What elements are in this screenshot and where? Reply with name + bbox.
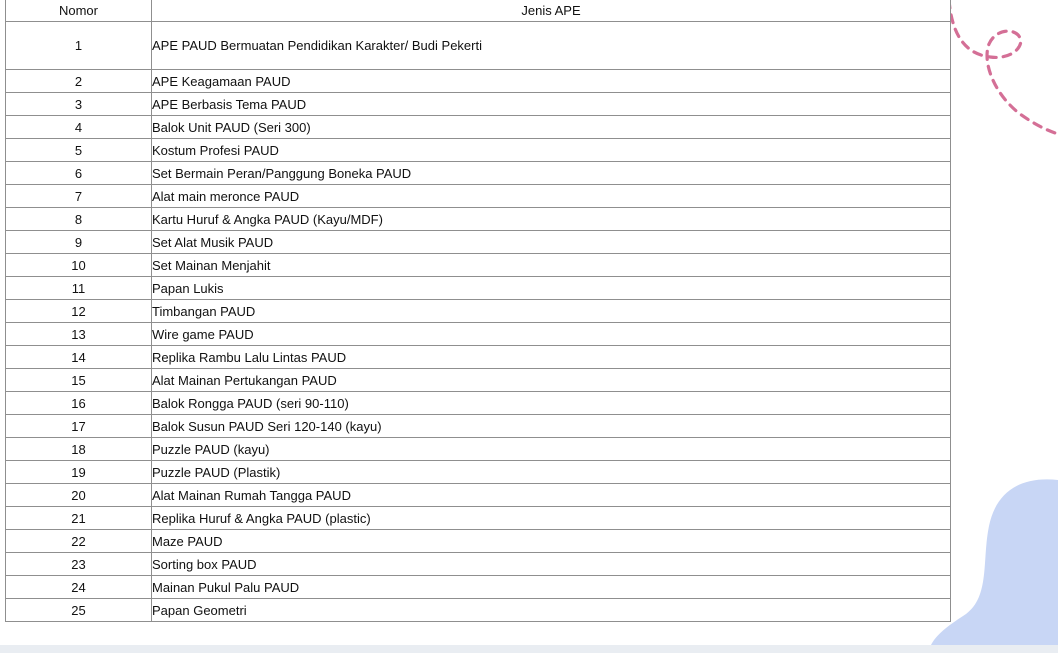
table-row — [6, 231, 951, 254]
table-row — [6, 369, 951, 392]
ape-name: Mainan Pukul Palu PAUD — [152, 576, 951, 599]
table-row — [6, 576, 951, 599]
table-row — [6, 392, 951, 415]
ape-name: Replika Huruf & Angka PAUD (plastic) — [152, 507, 951, 530]
table-row — [6, 553, 951, 576]
pink-dashed-loop-line — [949, 0, 1058, 134]
ape-name: Papan Lukis — [152, 277, 951, 300]
row-number: 15 — [6, 369, 152, 392]
ape-name: APE Keagamaan PAUD — [152, 70, 951, 93]
ape-name: Set Alat Musik PAUD — [152, 231, 951, 254]
row-number: 13 — [6, 323, 152, 346]
row-number: 11 — [6, 277, 152, 300]
table-row — [6, 484, 951, 507]
ape-name: APE PAUD Bermuatan Pendidikan Karakter/ Budi Pekerti — [152, 22, 951, 70]
row-number: 16 — [6, 392, 152, 415]
row-number: 1 — [6, 22, 152, 70]
ape-name: Alat Mainan Pertukangan PAUD — [152, 369, 951, 392]
row-number: 25 — [6, 599, 152, 622]
row-number: 18 — [6, 438, 152, 461]
ape-name: Balok Unit PAUD (Seri 300) — [152, 116, 951, 139]
ape-name: Papan Geometri — [152, 599, 951, 622]
table-row — [6, 507, 951, 530]
table-row — [6, 438, 951, 461]
ape-name: Sorting box PAUD — [152, 553, 951, 576]
row-number: 21 — [6, 507, 152, 530]
column-header-jenis-ape: Jenis APE — [152, 0, 951, 22]
ape-table — [5, 0, 951, 622]
table-row — [6, 162, 951, 185]
table-row — [6, 93, 951, 116]
table-row — [6, 70, 951, 93]
row-number: 17 — [6, 415, 152, 438]
row-number: 19 — [6, 461, 152, 484]
row-number: 4 — [6, 116, 152, 139]
row-number: 22 — [6, 530, 152, 553]
table-row — [6, 139, 951, 162]
ape-name: Balok Susun PAUD Seri 120-140 (kayu) — [152, 415, 951, 438]
table-row — [6, 208, 951, 231]
table-row — [6, 461, 951, 484]
row-number: 12 — [6, 300, 152, 323]
row-number: 23 — [6, 553, 152, 576]
ape-name: Maze PAUD — [152, 530, 951, 553]
table-row — [6, 300, 951, 323]
ape-name: Kostum Profesi PAUD — [152, 139, 951, 162]
row-number: 9 — [6, 231, 152, 254]
ape-name: Balok Rongga PAUD (seri 90-110) — [152, 392, 951, 415]
row-number: 2 — [6, 70, 152, 93]
table-row — [6, 116, 951, 139]
bottom-band — [0, 645, 1058, 653]
ape-name: Kartu Huruf & Angka PAUD (Kayu/MDF) — [152, 208, 951, 231]
table-row — [6, 415, 951, 438]
ape-name: Set Mainan Menjahit — [152, 254, 951, 277]
row-number: 5 — [6, 139, 152, 162]
table-header-row — [6, 0, 951, 22]
ape-name: APE Berbasis Tema PAUD — [152, 93, 951, 116]
row-number: 14 — [6, 346, 152, 369]
ape-name: Replika Rambu Lalu Lintas PAUD — [152, 346, 951, 369]
row-number: 8 — [6, 208, 152, 231]
row-number: 24 — [6, 576, 152, 599]
ape-name: Alat Mainan Rumah Tangga PAUD — [152, 484, 951, 507]
table-row — [6, 277, 951, 300]
column-header-nomor: Nomor — [6, 0, 152, 22]
row-number: 20 — [6, 484, 152, 507]
ape-name: Puzzle PAUD (Plastik) — [152, 461, 951, 484]
row-number: 3 — [6, 93, 152, 116]
row-number: 7 — [6, 185, 152, 208]
table-row — [6, 22, 951, 70]
ape-name: Set Bermain Peran/Panggung Boneka PAUD — [152, 162, 951, 185]
table-row — [6, 530, 951, 553]
table-row — [6, 346, 951, 369]
ape-name: Wire game PAUD — [152, 323, 951, 346]
table-row — [6, 254, 951, 277]
table-row — [6, 185, 951, 208]
ape-name: Puzzle PAUD (kayu) — [152, 438, 951, 461]
table-row — [6, 599, 951, 622]
ape-name: Timbangan PAUD — [152, 300, 951, 323]
ape-name: Alat main meronce PAUD — [152, 185, 951, 208]
row-number: 10 — [6, 254, 152, 277]
row-number: 6 — [6, 162, 152, 185]
table-row — [6, 323, 951, 346]
